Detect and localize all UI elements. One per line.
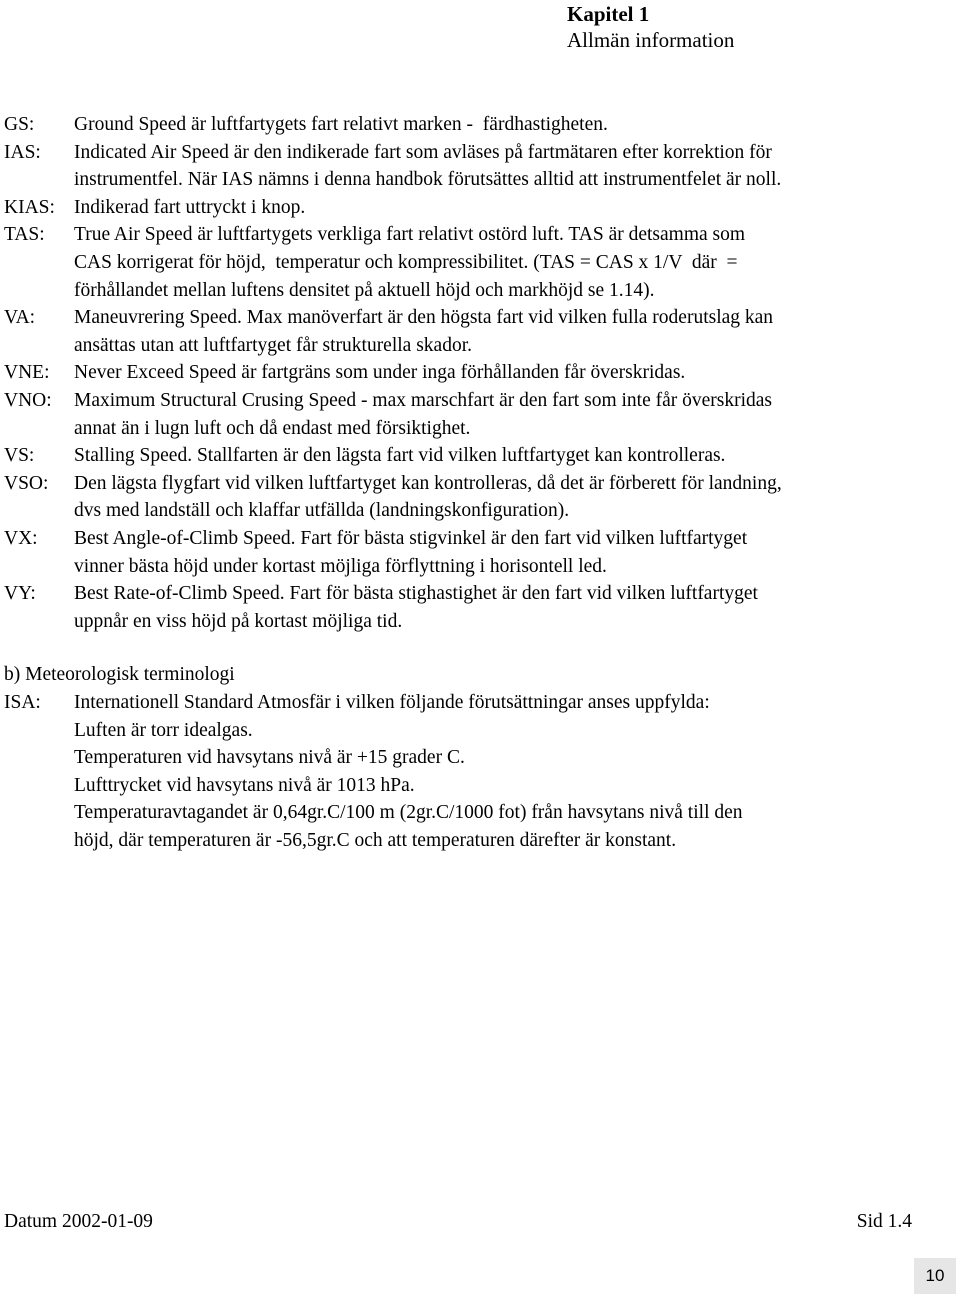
definition-text [74,304,944,359]
definition-line: instrumentfel. När IAS nämns i denna handbok förutsättes alltid att instrumentfelet är noll. [74,169,782,191]
definition-row [4,139,944,194]
definition-term: VSO: [4,472,49,494]
definition-line: Ground Speed är luftfartygets fart relativt marken - färdhastigheten. [74,114,608,135]
definition-line: Maximum Structural Crusing Speed - max marschfart är den fart som inte får överskridas [74,389,773,411]
definition-text [74,139,944,194]
definition-row [4,194,944,222]
definition-text [74,194,944,222]
isa-line: Lufttrycket vid havsytans nivå är 1013 hPa. [74,774,415,796]
definition-term: VNE: [4,362,50,384]
definition-term: KIAS: [4,196,55,218]
isa-definition [4,689,944,855]
definition-term: GS: [4,114,35,135]
definition-line: vinner bästa höjd under kortast möjliga förflyttning i horisontell led. [74,555,607,577]
definition-text [74,442,944,470]
definition-line: Maneuvrering Speed. Max manöverfart är den högsta fart vid vilken fulla roderutslag kan [74,307,774,329]
definition-line: CAS korrigerat för höjd, temperatur och kompressibilitet. (TAS = CAS x 1/V där = [74,251,738,273]
definition-row [4,359,944,387]
definition-line: Never Exceed Speed är fartgräns som under inga förhållanden får överskridas. [74,362,686,384]
isa-line: Temperaturen vid havsytans nivå är +15 grader C. [74,747,465,769]
definition-text [74,221,944,304]
chapter-subtitle: Allmän information [567,28,735,52]
definition-line: True Air Speed är luftfartygets verkliga fart relativt ostörd luft. TAS är detsamma som [74,224,746,246]
definition-line: Stalling Speed. Stallfarten är den lägsta fart vid vilken luftfartyget kan kontrolleras. [74,445,726,467]
definition-line: Indikerad fart uttryckt i knop. [74,196,306,218]
definition-text [74,580,944,635]
definition-line: Best Angle-of-Climb Speed. Fart för bästa stigvinkel är den fart vid vilken luftfartyget [74,527,748,549]
isa-line: Internationell Standard Atmosfär i vilken följande förutsättningar anses uppfylda: [74,692,710,713]
definition-line: annat än i lugn luft och då endast med försiktighet. [74,417,471,439]
definition-term: IAS: [4,141,41,163]
definition-row [4,580,944,635]
definition-term: TAS: [4,224,45,246]
speed-definitions-list [4,111,944,635]
definition-row [4,442,944,470]
isa-term: ISA: [4,692,41,713]
definition-row [4,470,944,525]
definition-row [4,111,944,139]
definition-row [4,304,944,359]
definition-term: VS: [4,445,35,467]
definition-line: uppnår en viss höjd på kortast möjliga tid. [74,610,403,632]
definition-line: Den lägsta flygfart vid vilken luftfartyget kan kontrolleras, då det är förberett för landning, [74,472,782,494]
meteorology-heading: b) Meteorologisk terminologi [4,664,235,685]
isa-line: Luften är torr idealgas. [74,719,253,741]
definition-text [74,111,944,139]
definition-term: VA: [4,307,36,329]
definition-line: förhållandet mellan luftens densitet på aktuell höjd och markhöjd se 1.14). [74,279,655,301]
definition-row [4,221,944,304]
page-number-badge: 10 [914,1258,956,1294]
definition-row [4,387,944,442]
definition-line: Best Rate-of-Climb Speed. Fart för bästa stighastighet är den fart vid vilken luftfartyget [74,583,758,605]
definition-term: VY: [4,583,36,605]
definition-text [74,387,944,442]
isa-description [74,689,944,855]
footer-date: Datum 2002-01-09 [4,1211,153,1232]
definition-term: VNO: [4,389,52,411]
definition-line: dvs med landställ och klaffar utfällda (landningskonfiguration). [74,500,570,522]
definition-row [4,525,944,580]
isa-line: Temperaturavtagandet är 0,64gr.C/100 m (2gr.C/1000 fot) från havsytans nivå till den [74,802,743,824]
footer-page: Sid 1.4 [856,1211,912,1232]
chapter-title: Kapitel 1 [567,2,650,26]
definition-text [74,470,944,525]
isa-line: höjd, där temperaturen är -56,5gr.C och att temperaturen därefter är konstant. [74,829,677,851]
definition-text [74,525,944,580]
definition-text [74,359,944,387]
definition-term: VX: [4,527,38,549]
definition-line: Indicated Air Speed är den indikerade fart som avläses på fartmätaren efter korrektion för [74,141,772,163]
definition-line: ansättas utan att luftfartyget får strukturella skador. [74,334,472,356]
